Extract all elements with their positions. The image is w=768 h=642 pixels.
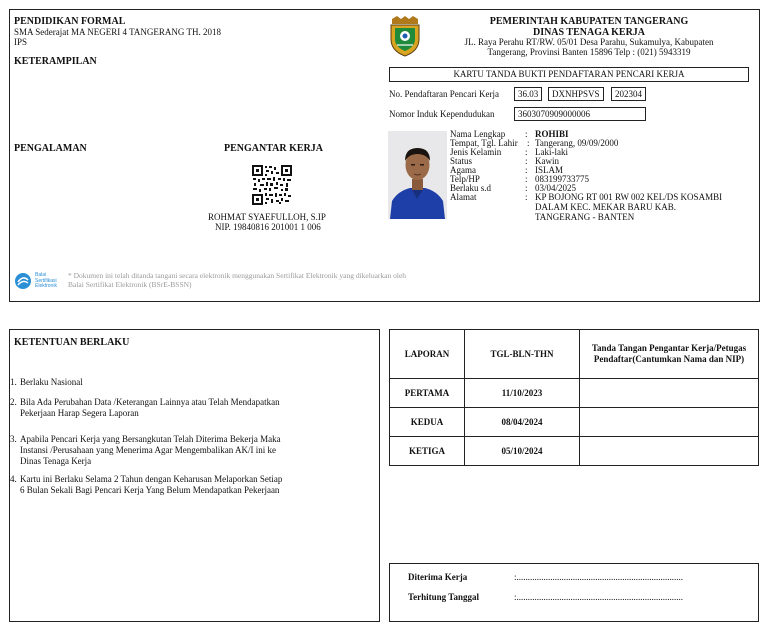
card-title-box — [389, 67, 749, 82]
officer-name: ROHMAT SYAEFULLOH, S.IP — [208, 212, 326, 222]
rule-item — [10, 397, 310, 419]
field-row — [450, 192, 755, 222]
field-label-gender: Jenis Kelamin — [450, 147, 502, 157]
field-row — [450, 165, 755, 174]
field-row — [450, 129, 755, 138]
registration-number-period: 202304 — [611, 87, 646, 101]
government-name: PEMERINTAH KABUPATEN TANGERANG — [489, 16, 689, 27]
table-row — [390, 437, 759, 466]
rules-heading: KETENTUAN BERLAKU — [14, 337, 130, 348]
field-colon: : — [525, 174, 528, 184]
applicant-photo — [388, 131, 447, 219]
skills-heading: KETERAMPILAN — [14, 56, 97, 67]
field-colon: : — [525, 156, 528, 166]
report-label: KETIGA — [390, 437, 465, 466]
field-label-valid-until: Berlaku s.d — [450, 183, 491, 193]
education-heading: PENDIDIKAN FORMAL — [14, 16, 126, 27]
registration-number-region: 36.03 — [514, 87, 542, 101]
personal-details — [450, 129, 755, 222]
report-signature — [580, 408, 759, 437]
registration-number-code: DXNHPSVS — [548, 87, 604, 101]
header-date: TGL-BLN-THN — [465, 330, 580, 379]
header-report: LAPORAN — [390, 330, 465, 379]
report-label: PERTAMA — [390, 379, 465, 408]
field-colon: : — [525, 165, 528, 175]
report-date: 08/04/2024 — [465, 408, 580, 437]
field-colon: : — [525, 192, 528, 202]
rule-text: Bila Ada Perubahan Data /Keterangan Lainnya atau Telah Mendapatkan Pekerjaan Harap Segera Laporan — [20, 397, 280, 418]
field-colon: : — [527, 138, 530, 148]
rule-text: Berlaku Nasional — [20, 377, 83, 387]
report-date: 05/10/2024 — [465, 437, 580, 466]
nik-label: Nomor Induk Kependudukan — [389, 109, 495, 119]
accepted-work-label: Diterima Kerja — [408, 572, 468, 582]
field-label-status: Status — [450, 156, 473, 166]
education-major: IPS — [14, 37, 28, 47]
table-row — [390, 408, 759, 437]
rule-number: 1. — [10, 377, 17, 387]
field-colon: : — [525, 183, 528, 193]
report-date: 11/10/2023 — [465, 379, 580, 408]
report-label: KEDUA — [390, 408, 465, 437]
field-value-status: Kawin — [535, 156, 559, 166]
field-label-phone: Telp/HP — [450, 174, 480, 184]
table-row — [390, 379, 759, 408]
registration-number-label: No. Pendaftaran Pencari Kerja — [389, 89, 499, 99]
field-row — [450, 183, 755, 192]
field-value-name: ROHIBI — [535, 129, 569, 139]
field-colon: : — [525, 129, 528, 139]
field-row — [450, 174, 755, 183]
rule-number: 2. — [10, 397, 17, 407]
field-label-religion: Agama — [450, 165, 476, 175]
e-signature-disclaimer: * Dokumen ini telah ditanda tangani secara elektronik menggunakan Sertifikat Elektronik yang dikeluarkan oleh Balai Sertifikat Elektronik (BSrE-BSSN) — [68, 271, 407, 289]
field-row — [450, 138, 755, 147]
field-value-address: KP BOJONG RT 001 RW 002 KEL/DS KOSAMBI DALAM KEC. MEKAR BARU KAB. TANGERANG - BANTEN — [535, 192, 723, 222]
bsre-emblem-icon — [14, 272, 32, 290]
table-header-row — [390, 330, 759, 379]
rule-item — [10, 434, 310, 467]
report-signature — [580, 379, 759, 408]
field-value-phone: 083199733775 — [535, 174, 589, 184]
field-label-address: Alamat — [450, 192, 477, 202]
field-row — [450, 156, 755, 165]
department-name: DINAS TENAGA KERJA — [532, 27, 646, 38]
tangerang-regency-emblem-icon — [388, 15, 422, 57]
field-value-religion: ISLAM — [535, 165, 564, 175]
accepted-work-value: :.......................................................................... — [514, 572, 684, 582]
bsre-logo — [14, 272, 66, 290]
qr-code-image — [252, 165, 292, 205]
education-school: SMA Sederajat MA NEGERI 4 TANGERANG TH. 2018 — [14, 27, 221, 37]
rule-number: 4. — [10, 474, 17, 484]
card-title: KARTU TANDA BUKTI PENDAFTARAN PENCARI KERJA — [453, 69, 685, 79]
effective-date-value: :.......................................................................... — [514, 592, 684, 602]
field-label-birth: Tempat, Tgl. Lahir — [450, 138, 518, 148]
office-address-line2: Tangerang, Provinsi Banten 15896 Telp : (021) 5943319 — [487, 47, 691, 57]
introducer-heading: PENGANTAR KERJA — [224, 143, 323, 154]
rule-text: Apabila Pencari Kerja yang Bersangkutan Telah Diterima Bekerja Maka Instansi /Perusahaan yang Menerima Agar Mengembalikan AK/I ini ke Dinas Tenaga Kerja — [20, 434, 281, 466]
field-row — [450, 147, 755, 156]
experience-heading: PENGALAMAN — [14, 143, 87, 154]
rule-item — [10, 474, 310, 496]
field-value-birth: Tangerang, 09/09/2000 — [535, 138, 619, 148]
header-signature: Tanda Tangan Pengantar Kerja/Petugas Pendaftar(Cantumkan Nama dan NIP) — [580, 330, 759, 379]
field-value-gender: Laki-laki — [535, 147, 568, 157]
rule-number: 3. — [10, 434, 17, 444]
field-value-valid-until: 03/04/2025 — [535, 183, 577, 193]
field-colon: : — [525, 147, 528, 157]
rule-item — [10, 377, 310, 388]
field-label-name: Nama Lengkap — [450, 129, 506, 139]
bsre-logo-text: Balai Sertifikasi Elektronik — [35, 272, 57, 289]
report-signature — [580, 437, 759, 466]
report-table — [389, 329, 759, 466]
officer-nip: NIP. 19840816 201001 1 006 — [215, 222, 321, 232]
effective-date-label: Terhitung Tanggal — [408, 592, 479, 602]
nik-value: 3603070909000006 — [514, 107, 646, 121]
office-address-line1: JL. Raya Perahu RT/RW. 05/01 Desa Parahu, Sukamulya, Kabupaten — [464, 37, 714, 47]
rule-text: Kartu ini Berlaku Selama 2 Tahun dengan Keharusan Melaporkan Setiap 6 Bulan Sekali Bagi Pencari Kerja Yang Belum Mendapatkan Pekerjaan — [20, 474, 283, 495]
